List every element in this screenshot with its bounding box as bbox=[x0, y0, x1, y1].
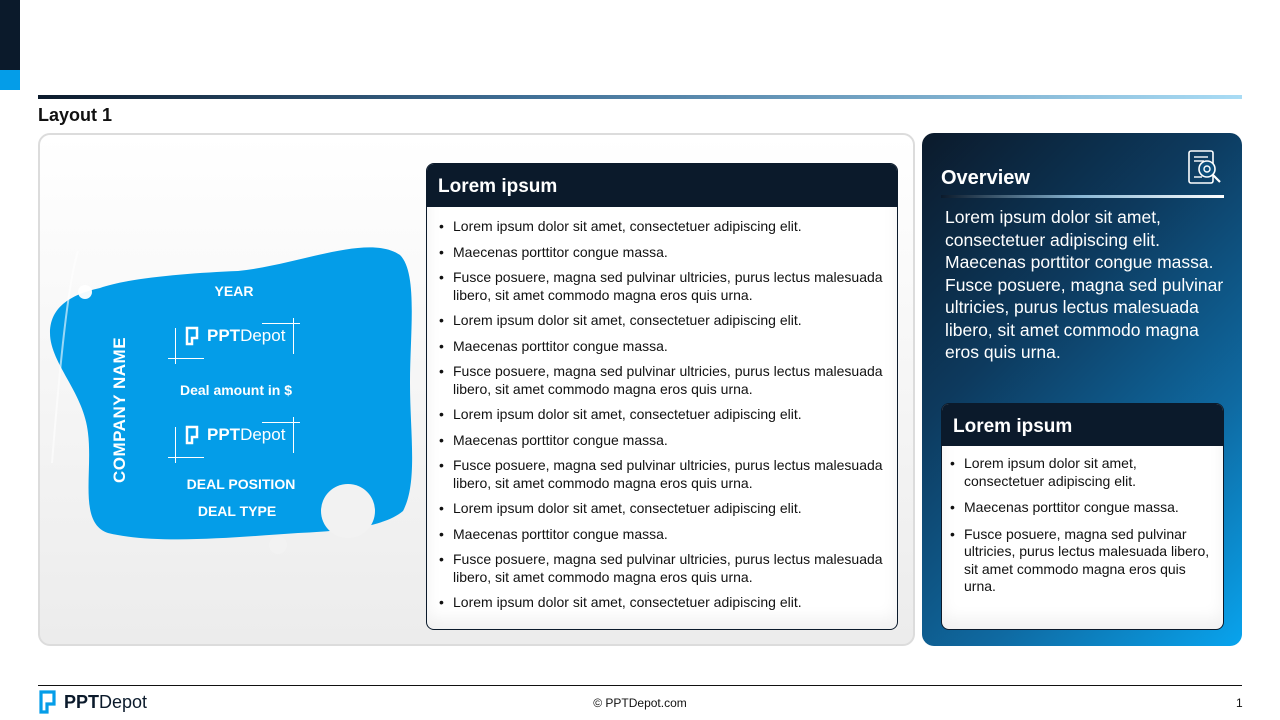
logo-frame-line bbox=[262, 323, 300, 324]
company-name-label: COMPANY NAME bbox=[110, 336, 129, 484]
corner-accent-blue bbox=[0, 70, 20, 90]
list-item: • Maecenas porttitor congue massa. bbox=[439, 338, 883, 356]
list-item: • Lorem ipsum dolor sit amet, consectetuer adipiscing elit. bbox=[439, 312, 883, 330]
blob-dot-large bbox=[321, 484, 375, 538]
year-label: YEAR bbox=[214, 283, 254, 299]
slide-title: Layout 1 bbox=[38, 105, 113, 125]
logo-frame-line bbox=[168, 358, 204, 359]
list-item: • Maecenas porttitor congue massa. bbox=[439, 244, 883, 262]
list-item: • Lorem ipsum dolor sit amet, consectetuer adipiscing elit. bbox=[950, 455, 1215, 490]
list-item: • Fusce posuere, magna sed pulvinar ultricies, purus lectus malesuada libero, sit amet commodo magna eros quis urna. bbox=[439, 457, 883, 492]
logo-frame-line bbox=[168, 457, 204, 458]
list-item: • Fusce posuere, magna sed pulvinar ultricies, purus lectus malesuada libero, sit amet commodo magna eros quis urna. bbox=[439, 363, 883, 398]
list-item: • Fusce posuere, magna sed pulvinar ultricies, purus lectus malesuada libero, sit amet commodo magna eros quis urna. bbox=[439, 269, 883, 304]
pptdepot-logo-icon bbox=[38, 689, 58, 715]
blob-logo-bottom: PPT Depot bbox=[185, 425, 285, 445]
footer-logo: PPT Depot bbox=[38, 689, 147, 715]
logo-frame-line bbox=[262, 422, 300, 423]
page-number: 1 bbox=[1236, 696, 1243, 710]
main-card-list bbox=[427, 207, 897, 612]
blob-dot-small bbox=[78, 285, 92, 299]
list-item: • Fusce posuere, magna sed pulvinar ultricies, purus lectus malesuada libero, sit amet commodo magna eros quis urna. bbox=[950, 526, 1215, 596]
pptdepot-logo-icon bbox=[185, 425, 201, 445]
list-item: • Maecenas porttitor congue massa. bbox=[439, 526, 883, 544]
list-item: • Lorem ipsum dolor sit amet, consectetuer adipiscing elit. bbox=[439, 500, 883, 518]
overview-description: Lorem ipsum dolor sit amet, consectetuer adipiscing elit. Maecenas porttitor congue massa. Fusce posuere, magna sed pulvinar ultricies, purus lectus malesuada libero, sit amet commodo magna eros quis urna. bbox=[945, 207, 1224, 362]
document-search-icon bbox=[1186, 149, 1224, 192]
footer-divider bbox=[38, 685, 1242, 686]
copyright-text: © PPTDepot.com bbox=[593, 696, 687, 710]
list-item: • Maecenas porttitor congue massa. bbox=[950, 499, 1215, 517]
overview-title: Overview bbox=[941, 167, 1030, 189]
pptdepot-logo-icon bbox=[185, 326, 201, 346]
main-card-header: Lorem ipsum bbox=[427, 164, 897, 207]
list-item: • Maecenas porttitor congue massa. bbox=[439, 432, 883, 450]
overview-card-header: Lorem ipsum bbox=[942, 404, 1223, 446]
title-divider bbox=[38, 95, 1242, 99]
main-content-card bbox=[426, 163, 898, 630]
blob-dot-bottom bbox=[269, 536, 287, 554]
list-item: • Lorem ipsum dolor sit amet, consectetuer adipiscing elit. bbox=[439, 594, 883, 612]
list-item: • Lorem ipsum dolor sit amet, consectetuer adipiscing elit. bbox=[439, 218, 883, 236]
overview-card bbox=[941, 403, 1224, 630]
deal-type-label: DEAL TYPE bbox=[197, 503, 277, 519]
overview-card-list bbox=[942, 446, 1223, 596]
list-item: • Lorem ipsum dolor sit amet, consectetuer adipiscing elit. bbox=[439, 406, 883, 424]
list-item: • Fusce posuere, magna sed pulvinar ultricies, purus lectus malesuada libero, sit amet commodo magna eros quis urna. bbox=[439, 551, 883, 586]
blob-graphic bbox=[38, 133, 428, 563]
blob-logo-top: PPT Depot bbox=[185, 326, 285, 346]
overview-divider bbox=[941, 195, 1224, 198]
deal-position-label: DEAL POSITION bbox=[186, 476, 296, 492]
deal-amount-label: Deal amount in $ bbox=[179, 382, 293, 398]
corner-accent-dark bbox=[0, 0, 20, 70]
